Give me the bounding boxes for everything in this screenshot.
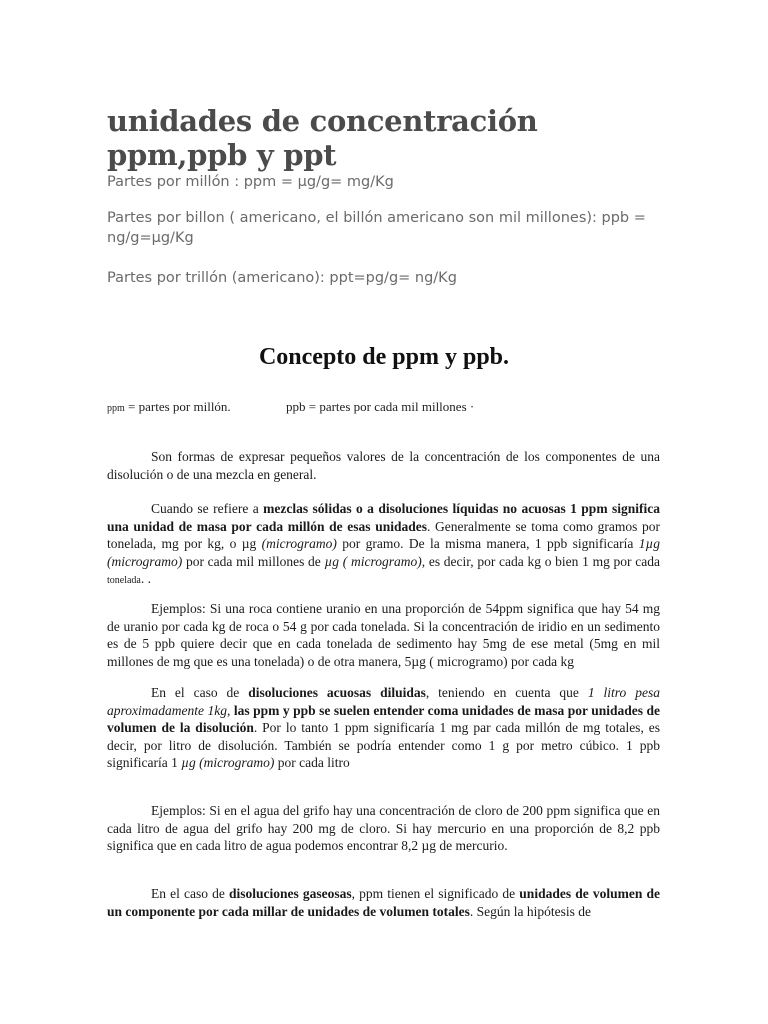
small-run: tonelada (107, 575, 141, 586)
italic-run: µg ( microgramo), (324, 553, 426, 569)
text-run: por cada mil millones de (182, 553, 325, 569)
text-run: por cada litro (274, 755, 350, 770)
paragraph-intro: Son formas de expresar pequeños valores de la concentración de los componentes de una disolución o de una mezcla en general. (107, 449, 660, 482)
bold-run: unidades de volumen de un componente por cada millar de unidades de volumen totales (107, 886, 660, 919)
text-run: , teniendo en cuenta que (425, 685, 588, 700)
text-run: , (226, 702, 234, 718)
abbr-ppb: ppb = partes por cada mil millones · (286, 399, 475, 414)
page-title: unidades de concentración ppm,ppb y ppt (107, 104, 538, 172)
text-run: . . (140, 571, 151, 586)
bold-run: mezclas sólidas o a disoluciones líquidas no acuosas 1 ppm significa una unidad de masa por cada millón de esas unidades (107, 501, 660, 534)
abbr-ppm-label: ppm (107, 403, 125, 414)
text-run: . Generalmente se toma como gramos por tonelada, mg por kg, o µg (107, 518, 660, 551)
paragraph-examples-1: Ejemplos: Si una roca contiene uranio en una proporción de 54ppm significa que hay 54 mg de uranio por cada kg de roca o 54 g por cada tonelada. Si la concentración de iridio en un sedimento es de 5 ppb quiere decir que en cada tonelada de sedimento hay 5mg de ese metal (5mg en mil millones de mg que es una tonelada) o de otra manera, 5µg ( microgramo) por cada kg (107, 601, 660, 669)
text-run: Cuando se refiere a (151, 501, 264, 516)
text-run: , ppm tienen el significado de (351, 886, 520, 901)
text-run: por gramo. De la misma manera, 1 ppb significaría (336, 536, 639, 551)
abbr-ppm-text: = partes por millón. (124, 399, 231, 414)
bold-run: las ppm y ppb se suelen entender coma unidades de masa por unidades de volumen de la disolución (107, 702, 660, 735)
paragraph-solid-mixtures (107, 500, 660, 590)
definition-ppb: Partes por billon ( americano, el billón americano son mil millones): ppb = ng/g=µg/Kg (107, 210, 646, 246)
definition-ppm: Partes por millón : ppm = µg/g= mg/Kg (107, 174, 394, 190)
text-run: es decir, por cada kg o bien 1 mg por cada (425, 553, 660, 569)
text-run: . Por lo tanto 1 ppm significaría 1 mg par cada millón de mg totales, es decir, por litro de disolución. También se podría entender como 1 g por metro cúbico. 1 ppb significaría 1 (107, 720, 660, 770)
bold-run: disoluciones gaseosas (229, 886, 352, 901)
paragraph-examples-2: Ejemplos: Si en el agua del grifo hay una concentración de cloro de 200 ppm significa que en cada litro de agua del grifo hay 200 mg de cloro. Si hay mercurio en una proporción de 8,2 ppb significa que en cada litro de agua podemos encontrar 8,2 µg de mercurio. (107, 803, 660, 853)
italic-run: 1 litro pesa aproximadamente 1kg (107, 685, 660, 718)
section-heading: Concepto de ppm y ppb. (258, 344, 510, 370)
bold-run: disoluciones acuosas diluidas (248, 685, 426, 700)
italic-run: (microgramo) (261, 536, 337, 551)
italic-run: 1µg (microgramo) (107, 536, 660, 569)
italic-run: µg (microgramo) (181, 755, 275, 770)
abbr-ppm (107, 398, 231, 418)
text-run: En el caso de (151, 886, 229, 901)
definition-ppt: Partes por trillón (americano): ppt=pg/g= ng/Kg (107, 270, 457, 286)
paragraph-aqueous (107, 684, 660, 772)
text-run: En el caso de (151, 685, 249, 700)
paragraph-gaseous (107, 885, 660, 920)
text-run: . Según la hipótesis de (469, 903, 592, 919)
